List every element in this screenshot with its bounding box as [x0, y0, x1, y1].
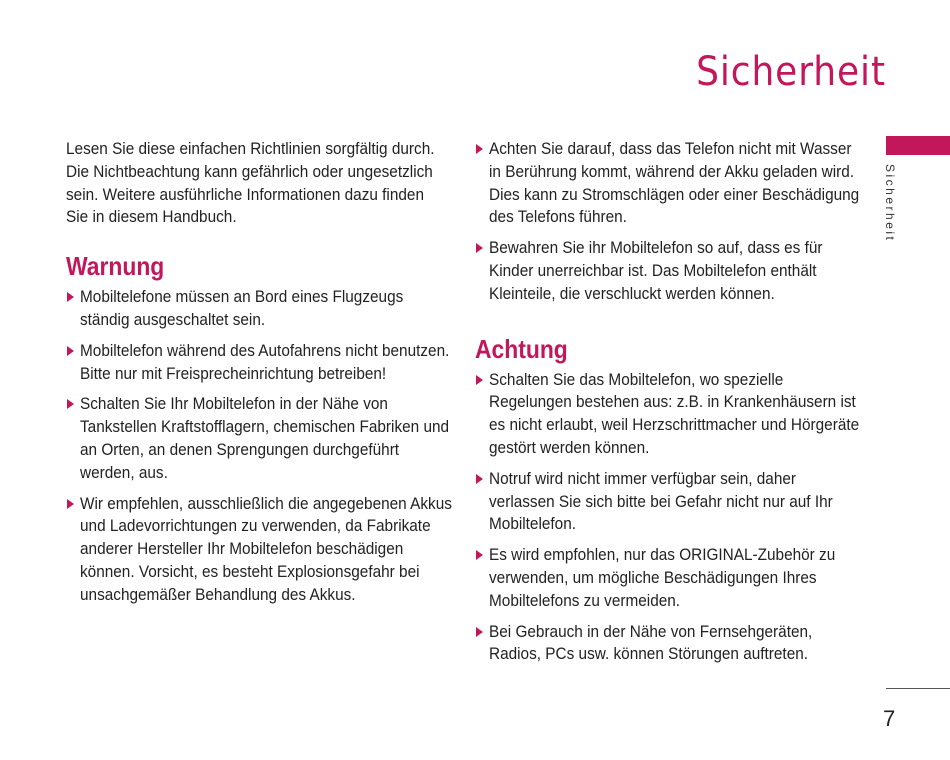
page-title: Sicherheit — [696, 49, 886, 95]
warnung-item-text: Mobiltelefone müssen an Bord eines Flugzeugs ständig ausgeschaltet sein. — [80, 288, 404, 329]
warnung-list — [66, 286, 452, 606]
warnung-item-text: Bewahren Sie ihr Mobiltelefon so auf, dass es für Kinder unerreichbar ist. Das Mobiltelefon enthält Kleinteile, die verschluckt werden können. — [489, 239, 823, 303]
page-number-divider — [886, 688, 950, 689]
achtung-item-text: Schalten Sie das Mobiltelefon, wo spezielle Regelungen bestehen aus: z.B. in Krankenhäusern ist es nicht erlaubt, weil Herzschrittmacher und Hörgeräte gestört werden können. — [489, 370, 860, 457]
warnung-item-text: Wir empfehlen, ausschließlich die angegebenen Akkus und Ladevorrichtungen zu verwenden, da Fabrikate anderer Hersteller Ihr Mobiltelefon beschädigen können. Vorsicht, es besteht Explosionsgefahr bei unsachgemäßer Behandlung des Akkus. — [80, 494, 452, 604]
achtung-list — [475, 369, 860, 667]
warnung-item-6 — [475, 237, 860, 305]
triangle-right-icon — [67, 346, 74, 356]
achtung-item-4 — [475, 621, 860, 667]
triangle-right-icon — [476, 144, 483, 154]
warnung-item-text: Achten Sie darauf, dass das Telefon nicht mit Wasser in Berührung kommt, während der Akku geladen wird. Dies kann zu Stromschlägen oder einer Beschädigung des Telefons führen. — [489, 140, 860, 227]
triangle-right-icon — [476, 474, 483, 484]
triangle-right-icon — [67, 292, 74, 302]
intro-paragraph: Lesen Sie diese einfachen Richtlinien sorgfältig durch. Die Nichtbeachtung kann gefährlich oder ungesetzlich sein. Weitere ausführliche Informationen dazu finden Sie in diesem Handbuch. — [66, 140, 435, 227]
achtung-heading: Achtung — [475, 333, 568, 364]
warnung-item-3 — [66, 393, 448, 484]
warnung-item-4 — [66, 493, 452, 607]
triangle-right-icon — [476, 375, 483, 385]
achtung-item-2 — [475, 468, 860, 536]
triangle-right-icon — [476, 243, 483, 253]
achtung-item-text: Es wird empfohlen, nur das ORIGINAL-Zubehör zu verwenden, um mögliche Beschädigungen Ihres Mobiltelefons zu vermeiden. — [489, 546, 836, 610]
triangle-right-icon — [67, 499, 74, 509]
right-column — [475, 138, 860, 674]
achtung-item-3 — [475, 544, 860, 612]
warnung-item-1 — [66, 286, 448, 332]
achtung-item-text: Notruf wird nicht immer verfügbar sein, daher verlassen Sie sich bitte bei Gefahr nicht nur auf Ihr Mobiltelefon. — [489, 469, 833, 534]
warnung-item-text: Mobiltelefon während des Autofahrens nicht benutzen. Bitte nur mit Freisprecheinrichtung betreiben! — [80, 341, 450, 383]
page-number: 7 — [883, 706, 896, 731]
section-tab-marker — [886, 136, 950, 155]
warnung-item-2 — [66, 340, 448, 386]
warnung-item-text: Schalten Sie Ihr Mobiltelefon in der Nähe von Tankstellen Kraftstofflagern, chemischen Fabriken und an Orten, an denen Sprengungen durchgeführt werden, aus. — [80, 395, 450, 482]
triangle-right-icon — [476, 627, 483, 637]
triangle-right-icon — [476, 550, 483, 560]
achtung-item-text: Bei Gebrauch in der Nähe von Fernsehgeräten, Radios, PCs usw. können Störungen auftreten. — [489, 622, 813, 664]
triangle-right-icon — [67, 399, 74, 409]
achtung-item-1 — [475, 369, 860, 460]
section-side-label: Sicherheit — [883, 164, 897, 243]
warnung-item-5 — [475, 138, 860, 229]
warnung-heading: Warnung — [66, 251, 165, 282]
left-column — [66, 138, 452, 615]
warnung-list-continued — [475, 138, 860, 306]
